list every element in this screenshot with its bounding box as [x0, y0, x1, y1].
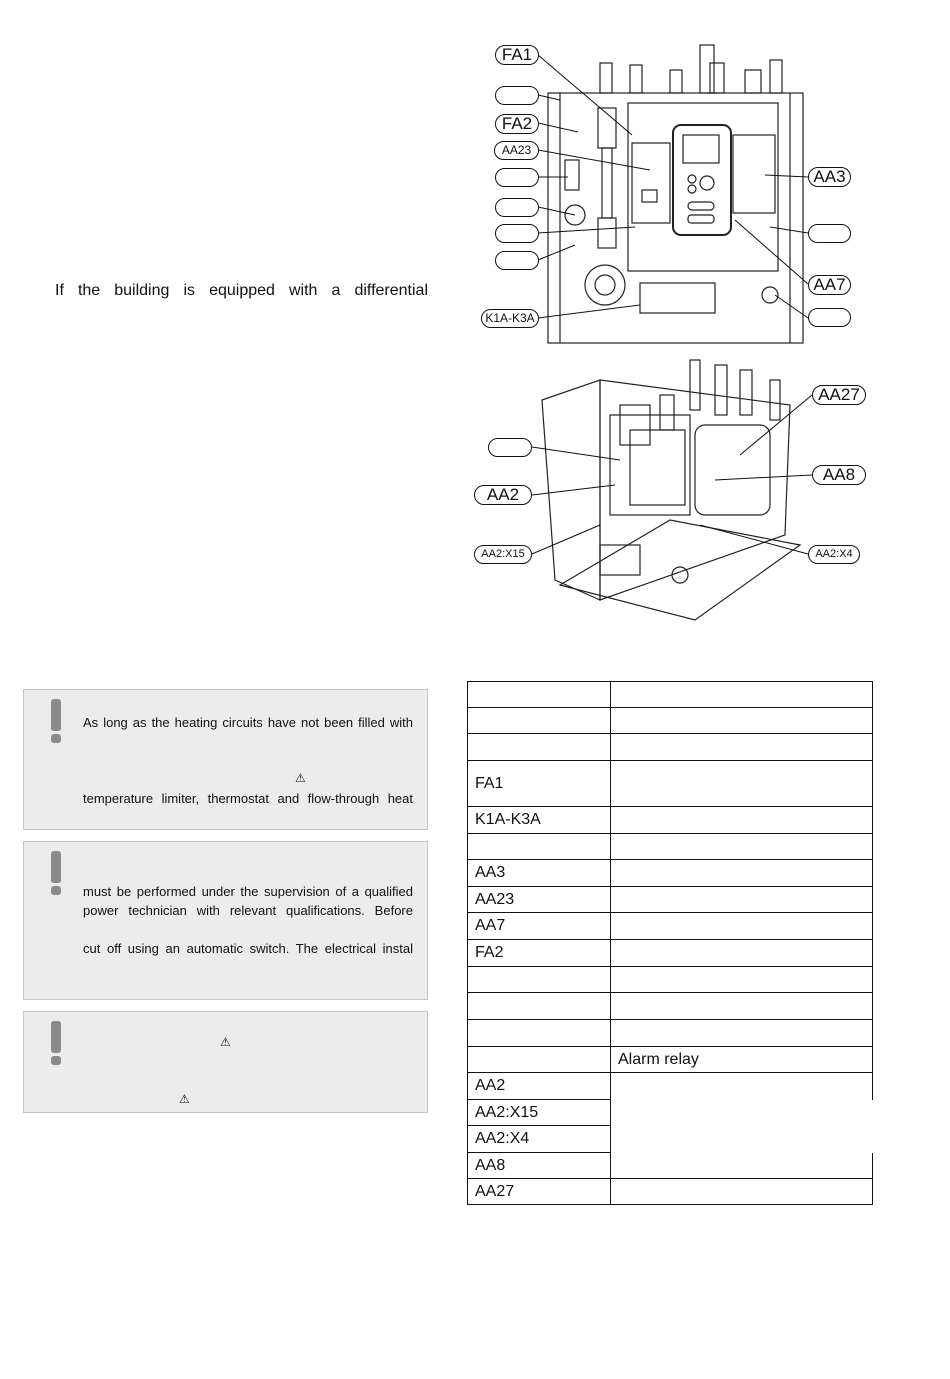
component-code-cell: AA7	[468, 913, 611, 940]
callout-blank	[808, 308, 851, 327]
table-row	[468, 734, 873, 761]
component-description-cell	[611, 940, 873, 967]
component-description-cell	[611, 887, 873, 913]
warning-triangle-icon: ⚠	[220, 1035, 231, 1049]
table-row	[468, 967, 873, 993]
table-row	[468, 1047, 873, 1073]
notice-box	[23, 689, 428, 830]
callout-blank	[808, 224, 851, 243]
callout-blank	[495, 224, 539, 243]
component-description-cell	[611, 708, 873, 734]
callout-blank	[488, 438, 532, 457]
notice-line: temperature limiter, thermostat and flow-through heat	[83, 791, 413, 806]
callout-K1A-K3A: K1A-K3A	[481, 309, 539, 328]
component-description-cell	[611, 1153, 873, 1179]
table-row	[468, 682, 873, 708]
table-row	[468, 761, 873, 807]
unit-perspective-drawing	[470, 345, 870, 630]
component-code-cell: AA2:X15	[468, 1100, 611, 1126]
table-row	[468, 1100, 873, 1126]
callout-blank	[495, 168, 539, 187]
notice-line: cut off using an automatic switch. The electrical instal	[83, 941, 413, 956]
component-code-cell: AA2	[468, 1073, 611, 1100]
callout-blank	[495, 86, 539, 105]
table-row	[468, 1153, 873, 1179]
component-code-cell	[468, 1020, 611, 1047]
component-code-cell	[468, 734, 611, 761]
component-description-cell	[611, 1020, 873, 1047]
table-row	[468, 807, 873, 834]
table-row	[468, 913, 873, 940]
component-code-cell	[468, 682, 611, 708]
component-description-cell	[611, 761, 873, 807]
callout-AA3: AA3	[808, 167, 851, 187]
component-code-cell	[468, 993, 611, 1020]
notice-box	[23, 1011, 428, 1113]
exclamation-icon	[51, 851, 61, 895]
table-row	[468, 708, 873, 734]
control-box-front-figure	[470, 35, 870, 345]
component-description-cell	[611, 807, 873, 834]
component-description-cell	[611, 734, 873, 761]
warning-triangle-icon: ⚠	[179, 1092, 190, 1106]
component-description-cell	[611, 682, 873, 708]
table-row	[468, 1179, 873, 1205]
table-row	[468, 1020, 873, 1047]
component-description-cell	[611, 993, 873, 1020]
component-description-cell	[611, 967, 873, 993]
notice-line: power technician with relevant qualifications. Before	[83, 903, 413, 918]
component-description-cell	[611, 1126, 873, 1153]
component-code-cell: FA1	[468, 761, 611, 807]
callout-blank	[495, 251, 539, 270]
callout-AA2-X15: AA2:X15	[474, 545, 532, 564]
callout-AA8: AA8	[812, 465, 866, 485]
callout-FA2: FA2	[495, 114, 539, 134]
callout-AA2: AA2	[474, 485, 532, 505]
component-description-cell	[611, 913, 873, 940]
component-description-cell	[611, 1179, 873, 1205]
warning-triangle-icon: ⚠	[295, 771, 306, 785]
component-code-cell: AA8	[468, 1153, 611, 1179]
callout-AA2-X4: AA2:X4	[808, 545, 860, 564]
component-description-cell	[611, 1100, 873, 1126]
callout-blank	[495, 198, 539, 217]
component-code-cell: FA2	[468, 940, 611, 967]
component-description-cell	[611, 834, 873, 860]
component-code-cell	[468, 708, 611, 734]
table-row	[468, 1073, 873, 1100]
table-row	[468, 993, 873, 1020]
table-row	[468, 1126, 873, 1153]
component-code-cell: AA23	[468, 887, 611, 913]
table-row	[468, 834, 873, 860]
callout-AA7: AA7	[808, 275, 851, 295]
component-code-cell	[468, 834, 611, 860]
component-description-cell: Alarm relay	[611, 1047, 873, 1073]
component-code-cell: AA27	[468, 1179, 611, 1205]
notice-line: must be performed under the supervision of a qualified	[83, 884, 413, 899]
component-description-cell	[611, 1073, 873, 1100]
component-code-cell: K1A-K3A	[468, 807, 611, 834]
exclamation-icon	[51, 699, 61, 743]
component-code-cell	[468, 967, 611, 993]
callout-FA1: FA1	[495, 45, 539, 65]
table-row	[468, 860, 873, 887]
callout-AA27: AA27	[812, 385, 866, 405]
notice-box	[23, 841, 428, 1000]
component-code-cell: AA3	[468, 860, 611, 887]
notice-line: As long as the heating circuits have not been filled with	[83, 715, 413, 730]
table-row	[468, 887, 873, 913]
component-code-cell: AA2:X4	[468, 1126, 611, 1153]
body-paragraph: If the building is equipped with a differential	[55, 282, 428, 299]
unit-front-drawing	[470, 35, 870, 345]
component-code-cell	[468, 1047, 611, 1073]
component-description-cell	[611, 860, 873, 887]
table-row	[468, 940, 873, 967]
exclamation-icon	[51, 1021, 61, 1065]
unit-perspective-figure	[470, 345, 870, 630]
component-table	[467, 681, 873, 1205]
callout-AA23: AA23	[494, 141, 539, 160]
